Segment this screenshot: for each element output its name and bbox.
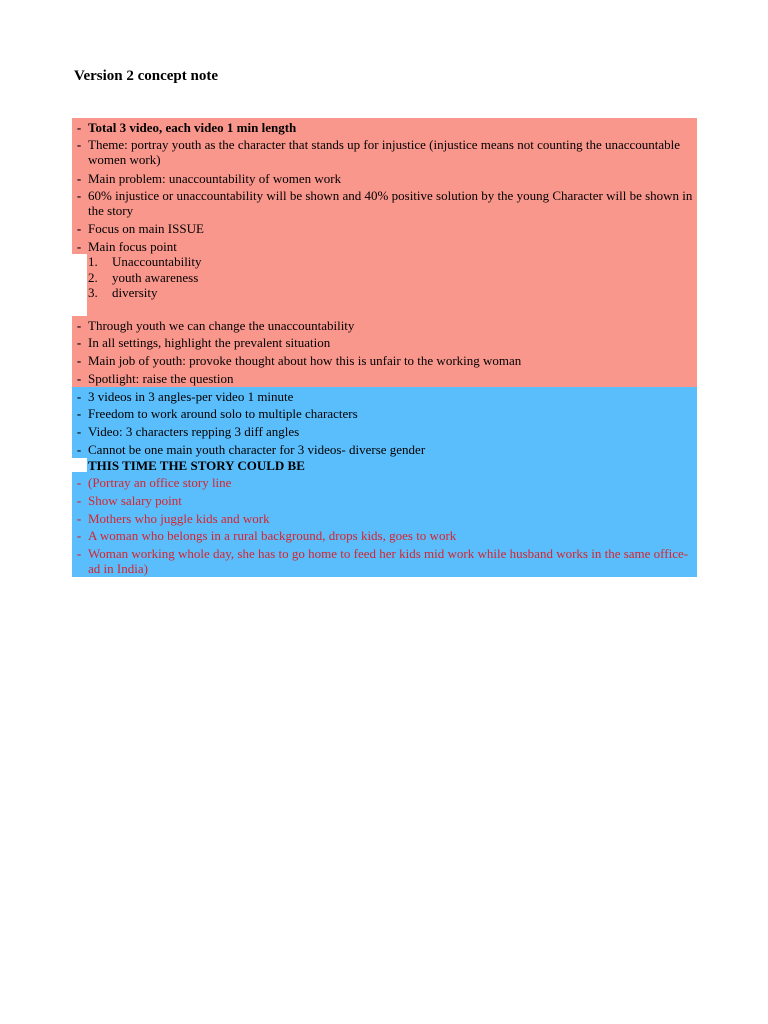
list-item: - Woman working whole day, she has to go home to feed her kids mid work while husband works in the same office- ad in India): [76, 546, 689, 576]
list-item: - Spotlight: raise the question: [76, 371, 234, 386]
list-item: - Focus on main ISSUE: [76, 221, 204, 236]
numbered-item: 2. youth awareness: [88, 270, 199, 285]
list-item: - 3 videos in 3 angles-per video 1 minute: [76, 389, 294, 404]
list-item: - In all settings, highlight the prevalent situation: [76, 335, 331, 350]
list-item: - Main problem: unaccountability of women work: [76, 171, 342, 186]
document-title: Version 2 concept note: [74, 68, 219, 84]
list-item: - Main focus point: [76, 239, 177, 254]
numbered-item: 1. Unaccountability: [88, 254, 202, 269]
list-item: - Through youth we can change the unaccountability: [76, 318, 355, 333]
list-item: - Main job of youth: provoke thought about how this is unfair to the working woman: [76, 353, 522, 368]
list-item: - Mothers who juggle kids and work: [76, 511, 270, 526]
list-item: - Video: 3 characters repping 3 diff angles: [76, 424, 300, 439]
list-item: - Theme: portray youth as the character that stands up for injustice (injustice means not counting the unaccountable women work): [76, 137, 681, 167]
list-item: - Cannot be one main youth character for 3 videos- diverse gender: [76, 442, 426, 457]
unhighlighted-gap: [72, 254, 87, 316]
list-item: - A woman who belongs in a rural background, drops kids, goes to work: [76, 528, 457, 543]
list-item: - Show salary point: [76, 493, 182, 508]
list-item: - Freedom to work around solo to multiple characters: [76, 406, 358, 421]
numbered-item: 3. diversity: [88, 285, 158, 300]
story-heading: THIS TIME THE STORY COULD BE: [88, 458, 305, 473]
list-item: - (Portray an office story line: [76, 475, 232, 490]
list-item: - Total 3 video, each video 1 min length: [76, 120, 297, 135]
list-item: - 60% injustice or unaccountability will be shown and 40% positive solution by the young Character will be shown in the story: [76, 188, 693, 218]
